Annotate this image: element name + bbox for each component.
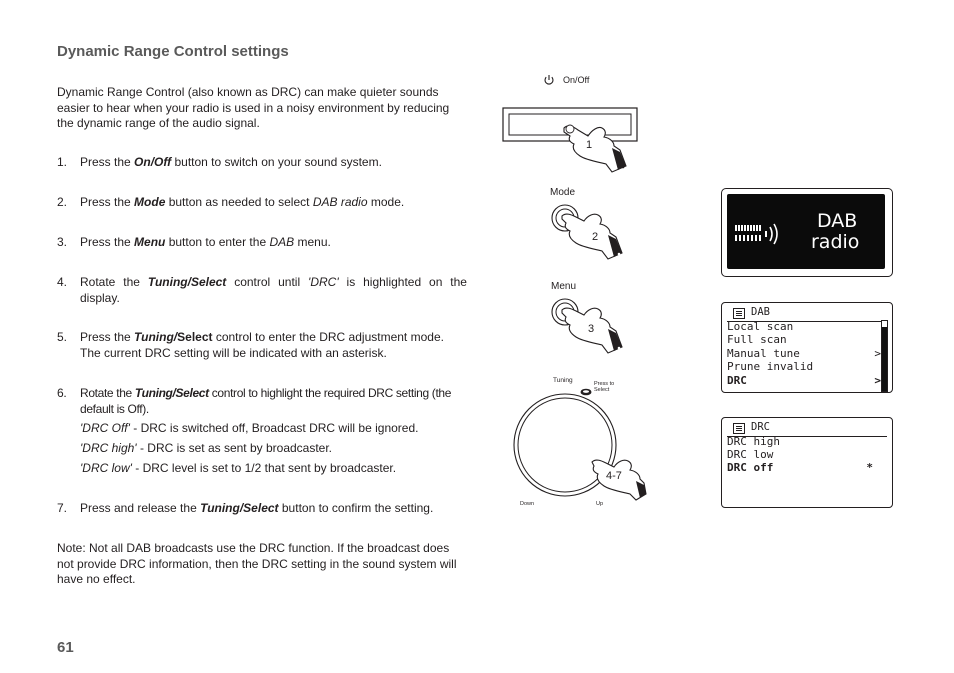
step-text: Rotate the	[80, 386, 135, 400]
drc-option-high	[57, 441, 467, 457]
step-marker-3: 3	[588, 323, 595, 335]
mode-name: DAB radio	[312, 195, 368, 209]
control-name: Tuning/Select	[134, 386, 209, 400]
step-text: button to confirm the setting.	[278, 501, 434, 515]
menu-scrollbar	[881, 320, 888, 392]
menu-item-label: Full scan	[727, 333, 787, 346]
option-label: 'DRC low'	[80, 461, 132, 475]
mode-label: Mode	[550, 187, 576, 198]
select-label: Select	[594, 387, 610, 393]
step-text: Press the	[80, 195, 135, 209]
note-paragraph: Note: Not all DAB broadcasts use the DRC function. If the broadcast does not provide DRC information, then the DRC setting in the sound system will have no effect.	[57, 541, 457, 586]
step-number: 4.	[57, 275, 68, 289]
lcd-screen	[727, 194, 885, 269]
menu-item-label: DRC	[727, 374, 747, 387]
step-1	[57, 155, 467, 171]
page-number: 61	[57, 639, 74, 656]
section-heading: Dynamic Range Control settings	[57, 43, 289, 60]
menu-label: Menu	[551, 281, 577, 292]
option-description: - DRC is set as sent by broadcaster.	[136, 441, 333, 455]
menu-name: DAB	[269, 235, 295, 249]
dab-signal-icon	[735, 222, 785, 246]
option-label: 'DRC high'	[80, 441, 137, 455]
menu-item-drc	[727, 374, 881, 387]
menu-item-drc-low	[727, 448, 881, 461]
step-marker-4-7: 4-7	[606, 470, 622, 482]
step-text: is highlighted on the display.	[80, 275, 467, 305]
chevron-right-icon: >	[874, 347, 881, 360]
option-description: - DRC level is set to 1/2 that sent by broadcaster.	[131, 461, 397, 475]
step-number: 6.	[57, 386, 67, 400]
menu-list-icon	[733, 308, 745, 319]
press-to-label: Press to	[594, 381, 615, 387]
menu-item-label: Local scan	[727, 320, 794, 333]
on-off-label: On/Off	[563, 75, 590, 85]
button-name: On/Off	[134, 155, 172, 169]
tuning-label: Tuning	[553, 377, 573, 384]
step-text: Rotate the	[80, 275, 148, 289]
step-text: control until	[226, 275, 309, 289]
button-name: Menu	[134, 235, 166, 249]
menu-title: DRC	[751, 421, 770, 433]
step-text: control to enter the DRC adjustment mode. The current DRC setting will be indicated with an asterisk.	[80, 330, 444, 360]
step-text: control to highlight the required DRC setting (the default is Off).	[80, 386, 452, 416]
lcd-line-2: radio	[811, 231, 860, 253]
step-text: menu.	[294, 235, 331, 249]
control-name: Tuning/Select	[200, 501, 279, 515]
chevron-right-icon: >	[874, 374, 881, 387]
step-7	[57, 501, 467, 517]
step-number: 1.	[57, 155, 68, 169]
step-4	[57, 275, 467, 306]
step-number: 7.	[57, 501, 68, 515]
lcd-display-dab-radio	[721, 188, 893, 277]
button-name: Mode	[134, 195, 166, 209]
hand-pointer-icon	[560, 118, 630, 173]
menu-item-full-scan	[727, 333, 881, 346]
step-text: Press the	[80, 330, 135, 344]
step-3	[57, 235, 467, 251]
option-description: - DRC is switched off, Broadcast DRC will be ignored.	[129, 421, 419, 435]
menu-item-label: DRC low	[727, 448, 774, 461]
control-name: Tuning/Select	[147, 275, 227, 289]
menu-item-local-scan	[727, 320, 881, 333]
menu-item-label: Prune invalid	[727, 360, 814, 373]
step-text: Press the	[80, 155, 135, 169]
step-5	[57, 330, 467, 361]
step-text: button as needed to select	[165, 195, 313, 209]
menu-list-icon	[733, 423, 745, 434]
menu-item-drc-high	[727, 435, 881, 448]
lcd-line-1: DAB	[817, 210, 858, 232]
menu-item-label: Manual tune	[727, 347, 800, 360]
option-label: 'DRC Off'	[80, 421, 130, 435]
intro-paragraph: Dynamic Range Control (also known as DRC) can make quieter sounds easier to hear when your radio is used in a noisy environment by reducing the dynamic range of the audio signal.	[57, 85, 450, 130]
tuning-dial-illustration	[508, 390, 648, 505]
step-number: 3.	[57, 235, 68, 249]
power-icon	[543, 73, 555, 85]
menu-item-prune-invalid	[727, 360, 881, 373]
selected-marker: *	[866, 461, 873, 474]
dab-menu-display	[721, 302, 893, 393]
step-number: 5.	[57, 330, 68, 344]
menu-button-illustration	[550, 297, 640, 367]
step-text: Press the	[80, 235, 135, 249]
step-2	[57, 195, 467, 211]
step-text: button to enter the	[165, 235, 270, 249]
menu-item-label: DRC high	[727, 435, 780, 448]
menu-item-label: DRC off	[727, 461, 774, 474]
step-text: Press and release the	[80, 501, 201, 515]
control-name: Tuning/	[134, 330, 178, 344]
step-number: 2.	[57, 195, 68, 209]
step-6	[57, 386, 467, 417]
down-label: Down	[520, 501, 535, 507]
step-marker-2: 2	[592, 231, 599, 243]
step-marker-1: 1	[586, 139, 593, 151]
step-text: mode.	[367, 195, 405, 209]
menu-title: DAB	[751, 306, 770, 318]
drc-option-off	[57, 421, 467, 437]
menu-item-name: 'DRC'	[308, 275, 339, 289]
control-name: Select	[177, 330, 213, 344]
menu-item-manual-tune	[727, 347, 881, 360]
up-label: Up	[596, 501, 604, 507]
step-text: button to switch on your sound system.	[171, 155, 382, 169]
menu-item-drc-off	[727, 461, 881, 474]
drc-menu-display	[721, 417, 893, 508]
scrollbar-thumb	[882, 327, 887, 391]
drc-option-low	[57, 461, 467, 477]
